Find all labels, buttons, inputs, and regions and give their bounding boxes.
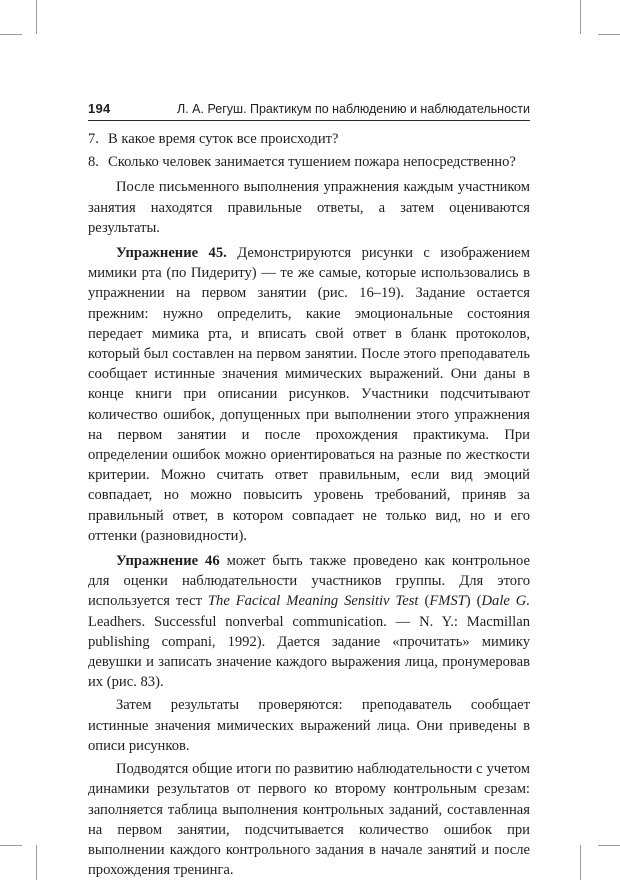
paragraph: [88, 695, 530, 756]
author-name: Dale G.: [481, 593, 530, 610]
crop-mark: [36, 0, 37, 34]
paragraph-text: Демонстрируются рисунки с изображением мимики рта (по Пидериту) — те же самые, которые использовались в упражнении на первом занятии (рис. 16–19). Задание остается прежним: нужно определить, какие эмоциональные состояния передает мимика рта, и вписать свой ответ в бланк протоколов, который был составлен на первом занятии. После этого преподаватель сообщает истинные значения мимических выражений. Они даны в конце книги при описании рисунков. Участники подсчитывают количество ошибок, допущенных при выполнении этого упражнения на первом занятии и после прохождения практикума. При определении ошибок можно ориентироваться на разные по жесткости критерии. Можно считать ответ правильным, если вид эмоций совпадает, но можно повысить уровень требований, приняв за правильный ответ, в котором совпадает не только вид, но и его оттенки (разновидности).: [88, 245, 530, 544]
list-number: 8.: [88, 154, 99, 171]
list-item: [88, 129, 530, 149]
crop-mark: [580, 845, 581, 880]
test-title: The Facical Meaning Sensitiv Test: [207, 593, 419, 610]
crop-mark: [0, 34, 22, 35]
crop-mark: [598, 845, 620, 846]
crop-mark: [580, 0, 581, 34]
header-rule: [88, 120, 530, 121]
paragraph-text: может быть также проведено как контрольное для оценки наблюдательности участников группы. Для этого используется тест: [88, 553, 530, 610]
exercise-heading: Упражнение 46: [116, 553, 220, 570]
paragraph-text: (: [418, 593, 430, 610]
test-acronym: FMST: [429, 593, 466, 610]
paragraph-text: После письменного выполнения упражнения каждым участником занятия находятся правильные ответы, а затем оцениваются результаты.: [88, 179, 530, 236]
paragraph: [88, 759, 530, 880]
paragraph-text: ) (: [465, 593, 482, 610]
paragraph-text: Затем результаты проверяются: преподаватель сообщает истинные значения мимических выражений лица. Они приведены в описи рисунков.: [88, 697, 530, 754]
exercise-heading: Упражнение 45.: [116, 245, 227, 262]
page-number: 194: [88, 101, 111, 116]
paragraph-text: Подводятся общие итоги по развитию наблюдательности с учетом динамики результатов от первого ко второму контрольным срезам: заполняется таблица выполнения контрольных заданий, составленная на первом занятии, подсчитывается количество ошибок при выполнении каждого контрольного задания в начале занятий и после прохождения тренинга.: [88, 761, 530, 879]
crop-mark: [598, 34, 620, 35]
paragraph: [88, 177, 530, 238]
crop-mark: [0, 845, 22, 846]
list-text: В какое время суток все происходит?: [108, 131, 339, 147]
list-text: Сколько человек занимается тушением пожара непосредственно?: [108, 154, 516, 171]
list-item: [88, 152, 530, 172]
list-number: 7.: [88, 131, 99, 147]
exercise-46-paragraph: [88, 551, 530, 692]
exercise-45-paragraph: [88, 243, 530, 546]
crop-mark: [36, 845, 37, 880]
running-header: [88, 101, 530, 116]
running-title: Л. А. Регуш. Практикум по наблюдению и наблюдательности: [177, 102, 530, 116]
page-body: [88, 129, 530, 880]
paragraph-text: Leadhers. Successful nonverbal communication. — N. Y.: Macmillan publishing compani, 1992). Дается задание «прочитать» мимику девушки и записать значение каждого выражения лица, пронумеровав их (рис. 83).: [88, 613, 530, 691]
